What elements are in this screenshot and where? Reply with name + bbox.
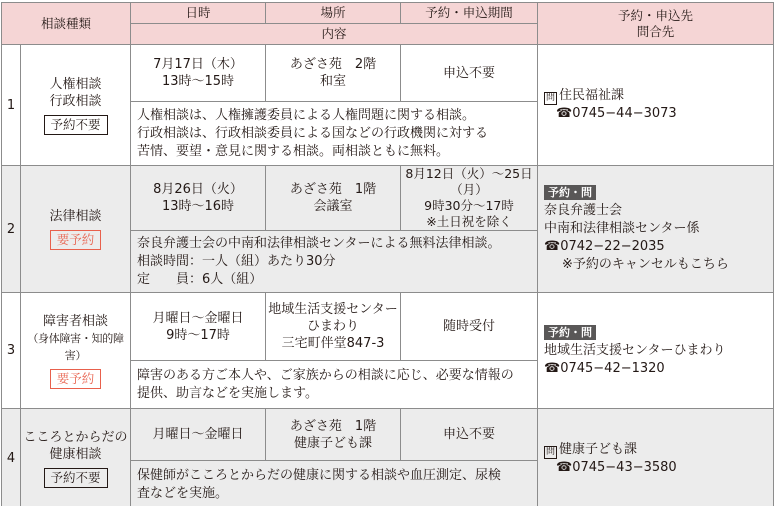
place-cell — [266, 293, 401, 361]
description-line: 人権相談は、人権擁護委員による人権問題に関する相談。 — [137, 107, 476, 123]
datetime-cell — [131, 45, 266, 102]
period-line: 申込不要 — [443, 65, 496, 81]
kind-line: 健康相談 — [49, 447, 102, 462]
place-line: あざさ苑 1階 — [289, 182, 377, 197]
header-contact-line2: 問合先 — [636, 23, 675, 39]
header-place: 場所 — [266, 3, 401, 24]
contact-line: ☎0742−22−2035 — [544, 239, 665, 254]
description-line: 定 員：6人（組） — [137, 271, 263, 287]
header-contact — [538, 3, 774, 45]
contact-line: 中南和法律相談センター係 — [544, 221, 700, 236]
inquiry-tag: 問 — [546, 93, 556, 103]
period-cell — [401, 45, 538, 102]
reservation-required-badge: 要予約 — [50, 230, 102, 250]
description-line: 苦情、要望・意見に関する相談。両相談ともに無料。 — [137, 143, 450, 159]
description-cell — [131, 461, 538, 506]
datetime-cell — [131, 409, 266, 461]
reservation-inquiry-tag: 予約・問 — [544, 325, 596, 340]
description-line: 障害のある方ご本人や、ご家族からの相談に応じ、必要な情報の — [137, 367, 514, 383]
inquiry-tag: 問 — [546, 446, 556, 457]
kind-line: こころとからだの — [23, 430, 128, 445]
description-line: 提供、助言などを実施します。 — [137, 385, 318, 401]
place-line: ひまわり — [307, 319, 360, 334]
contact-line: 地域生活支援センターひまわり — [544, 342, 726, 358]
consultation-kind — [21, 409, 131, 506]
description-line: 保健師がこころとからだの健康に関する相談や血圧測定、尿検 — [137, 467, 502, 483]
kind-line: 行政相談 — [49, 93, 102, 109]
kind-line: 人権相談 — [49, 76, 102, 92]
place-line: 三宅町伴堂847-3 — [281, 336, 385, 351]
datetime-line: 9時～17時 — [166, 327, 230, 343]
place-line: 健康子ども課 — [294, 435, 373, 451]
place-line: 地域生活支援センター — [268, 302, 398, 317]
datetime-cell — [131, 293, 266, 361]
header-datetime: 日時 — [131, 3, 266, 24]
place-line: 会議室 — [313, 199, 353, 214]
contact-line: 住民福祉課 — [559, 88, 625, 103]
description-line: 行政相談は、行政相談委員による国などの行政機関に対する — [137, 125, 489, 141]
place-line: あざさ苑 2階 — [289, 57, 377, 72]
row-number: 4 — [2, 409, 21, 506]
period-line: 8月12日（火）～25日（月） — [405, 166, 533, 197]
contact-note: ※予約のキャンセルもこちら — [562, 257, 729, 272]
contact-line: ☎0745−42−1320 — [544, 360, 665, 376]
header-content: 内容 — [131, 24, 538, 45]
reservation-inquiry-tag: 予約・問 — [544, 185, 596, 200]
description-cell — [131, 361, 538, 409]
period-cell — [401, 409, 538, 461]
datetime-line: 8月26日（火） — [153, 182, 243, 197]
description-line: 奈良弁護士会の中南和法律相談センターによる無料法律相談。 — [137, 235, 501, 251]
period-cell — [401, 293, 538, 361]
period-line: 随時受付 — [443, 319, 496, 334]
contact-cell — [538, 293, 774, 409]
place-cell — [266, 166, 401, 231]
row-number: 1 — [2, 45, 21, 166]
datetime-line: 月曜日～金曜日 — [152, 310, 244, 326]
row-number: 2 — [2, 166, 21, 293]
period-cell — [401, 166, 538, 231]
contact-line: 奈良弁護士会 — [544, 203, 623, 218]
consultation-kind — [21, 166, 131, 293]
header-kind: 相談種類 — [2, 3, 131, 45]
kind-line: 障害者相談 — [43, 313, 109, 329]
period-line: 申込不要 — [443, 427, 496, 442]
datetime-line: 7月17日（木） — [153, 57, 243, 72]
datetime-line: 13時～15時 — [161, 74, 235, 89]
contact-line: 健康子ども課 — [559, 441, 638, 457]
period-line: ※土日祝を除く — [426, 214, 512, 229]
place-line: 和室 — [320, 74, 347, 89]
contact-cell — [538, 45, 774, 166]
reservation-required-badge: 要予約 — [50, 369, 102, 389]
reservation-badge: 予約不要 — [44, 468, 108, 488]
place-cell — [266, 409, 401, 461]
description-line: 査などを実施。 — [137, 485, 229, 501]
header-contact-line1: 予約・申込先 — [618, 7, 694, 23]
reservation-badge: 予約不要 — [44, 115, 108, 135]
consultation-table — [1, 2, 774, 506]
kind-line: 法律相談 — [49, 209, 102, 224]
contact-cell — [538, 166, 774, 293]
contact-line: ☎0745−43−3580 — [556, 459, 677, 475]
contact-cell — [538, 409, 774, 506]
place-cell — [266, 45, 401, 102]
place-line: あざさ苑 1階 — [289, 418, 377, 434]
consultation-kind — [21, 45, 131, 166]
row-number: 3 — [2, 293, 21, 409]
datetime-cell — [131, 166, 266, 231]
datetime-line: 13時～16時 — [161, 199, 235, 214]
description-cell — [131, 231, 538, 293]
description-line: 相談時間：一人（組）あたり30分 — [137, 253, 336, 269]
period-line: 9時30分～17時 — [424, 198, 514, 213]
description-cell — [131, 102, 538, 166]
datetime-line: 月曜日～金曜日 — [152, 427, 244, 442]
kind-subline: （身体障害・知的障害） — [27, 331, 124, 362]
header-period: 予約・申込期間 — [401, 3, 538, 24]
contact-line: ☎0745−44−3073 — [556, 106, 677, 121]
consultation-kind — [21, 293, 131, 409]
